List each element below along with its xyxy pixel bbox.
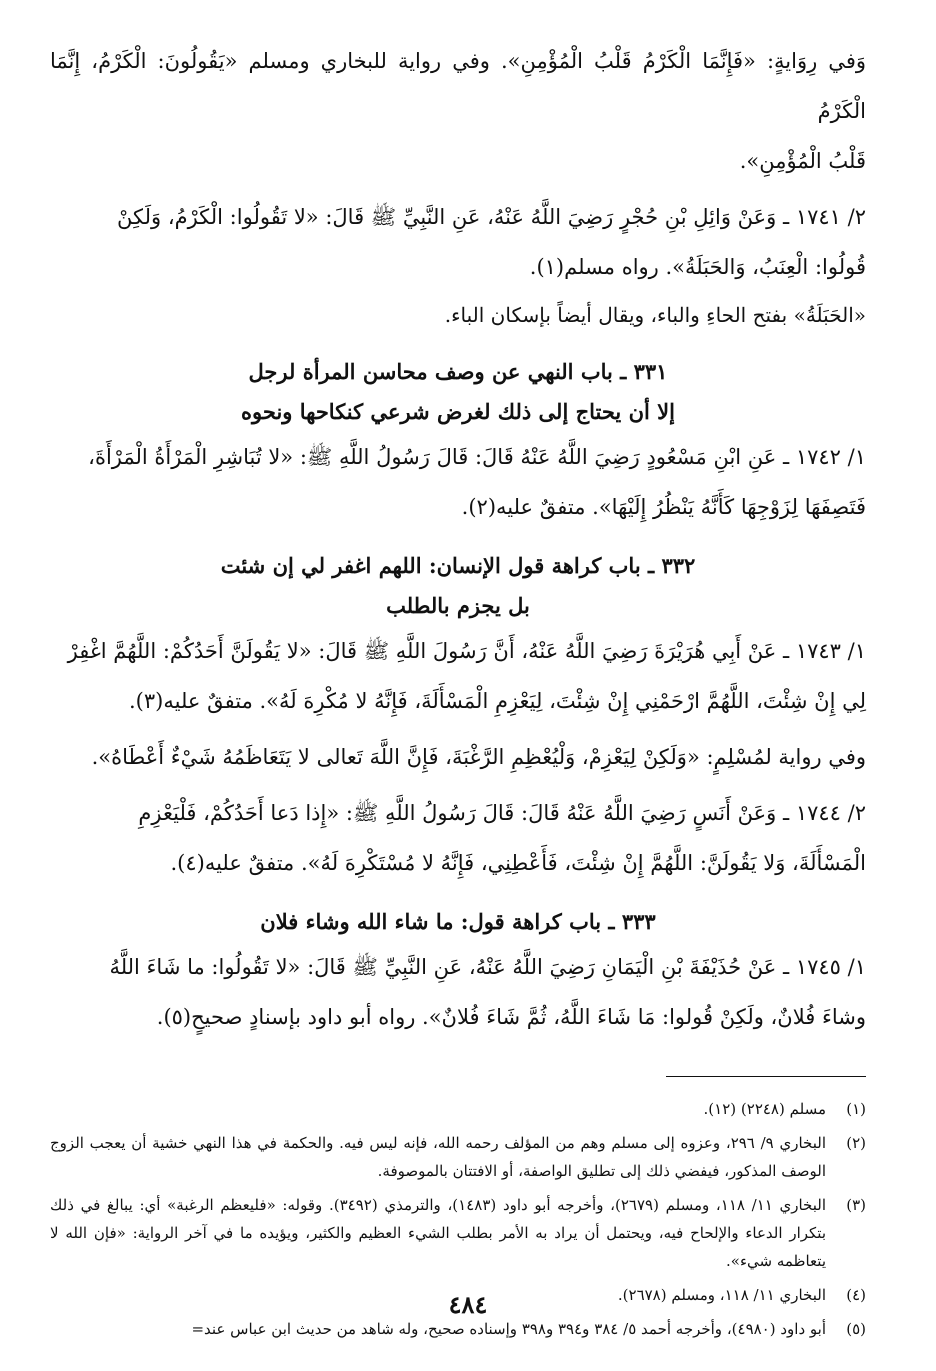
- footnote-text: أبو داود (٤٩٨٠)، وأخرجه أحمد ٥/ ٣٨٤ و٣٩٤ و٣٩٨ وإسناده صحيح، وله شاهد من حديث ابن عباس عند=: [191, 1320, 826, 1338]
- text-line: ١/ ١٧٤٢ ـ عَنِ ابْنِ مَسْعُودٍ رَضِيَ اللَّهُ عَنْهُ قَالَ: قَالَ رَسُولُ اللَّهِ ﷺ: «لا تُبَاشِرِ الْمَرْأَةُ الْمَرْأَةَ،: [88, 445, 866, 469]
- muslim-variant: وفي رواية لمُسْلِمٍ: «وَلَكِنْ لِيَعْزِمْ، وَلْيُعْظِمِ الرَّغْبَةَ، فَإِنَّ اللَّهَ تَعالى لا يَتَعَاظَمُهُ شَيْءٌ أَعْطَاهُ».: [91, 745, 866, 769]
- footnote-text: البخاري ١١/ ١١٨، ومسلم (٢٦٧٨).: [617, 1286, 826, 1304]
- text-line: فَتَصِفَهَا لِزَوْجِهَا كَأَنَّهُ يَنْظُرُ إِلَيْهَا». متفقٌ عليه(٢).: [461, 495, 866, 519]
- chapter-heading-332: ٣٣٢ ـ باب كراهة قول الإنسان: اللهم اغفر لي إن شئت: [220, 553, 696, 578]
- text-line: الْمَسْأَلَةَ، وَلا يَقُولَنَّ: اللَّهُمَّ إِنْ شِئْتَ، فَأَعْطِنِي، فَإِنَّهُ لا مُسْتَكْرِهَ لَهُ». متفقٌ عليه(٤).: [170, 851, 866, 875]
- chapter-subheading-332: بل يجزم بالطلب: [386, 593, 530, 618]
- text-line: ٢/ ١٧٤٤ ـ وَعَنْ أَنَسٍ رَضِيَ اللَّهُ عَنْهُ قَالَ: قَالَ رَسُولُ اللَّهِ ﷺ: «إِذا دَعا أَحَدُكُمْ، فَلْيَعْزِمِ: [138, 801, 866, 825]
- hadith-1743: [50, 626, 866, 726]
- text-line: ٢/ ١٧٤١ ـ وَعَنْ وَائِلِ بْنِ حُجْرٍ رَضِيَ اللَّهُ عَنْهُ، عَنِ النَّبِيِّ ﷺ قَالَ: «لا تَقُولُوا: الْكَرْمُ، وَلَكِنْ: [117, 205, 866, 229]
- chapter-subheading-331: إلا أن يحتاج إلى ذلك لغرض شرعي كنكاحها ونحوه: [241, 399, 675, 424]
- text-line: وَفي رِوَايةٍ: «فَإِنَّمَا الْكَرْمُ قَلْبُ الْمُؤْمِنِ». وفي رواية للبخاري ومسلم «يَقُولُونَ: الْكَرْمُ، إِنَّمَا الْكَرْمُ: [50, 49, 866, 123]
- footnote-item: [50, 1095, 866, 1123]
- explanatory-note: «الحَبَلَةُ» بفتح الحاءِ والباء، ويقال أيضاً بإسكان الباء.: [444, 303, 866, 327]
- footnote-number: (٤): [846, 1286, 866, 1304]
- footnote-number: (١): [846, 1100, 866, 1118]
- hadith-1742: [50, 432, 866, 532]
- footnote-item: [50, 1191, 866, 1275]
- text-line: ١/ ١٧٤٥ ـ عَنْ حُذَيْفَةَ بْنِ الْيَمَانِ رَضِيَ اللَّهُ عَنْهُ، عَنِ النَّبِيِّ ﷺ قَالَ: «لا تَقُولُوا: ما شَاءَ اللَّهُ: [109, 955, 866, 979]
- footnote-number: (٢): [846, 1134, 866, 1152]
- footnote-item: [50, 1315, 866, 1343]
- hadith-variant-paragraph: [50, 36, 866, 186]
- hadith-1744: [50, 788, 866, 888]
- text-line: قَلْبُ الْمُؤْمِنِ».: [739, 149, 866, 173]
- footnote-item: [50, 1129, 866, 1185]
- footnote-text: البخاري ٩/ ٢٩٦، وعزوه إلى مسلم وهم من المؤلف رحمه الله، فإنه ليس فيه. والحكمة في هذا النهي خشية أن يعجب الزوج الوصف المذكور، فيفضي ذلك إلى تطليق الواصفة، أو الافتتان بالموصوفة.: [50, 1134, 826, 1180]
- page-number: ٤٨٤: [448, 1290, 488, 1319]
- hadith-1745: [50, 942, 866, 1042]
- footnote-number: (٥): [846, 1320, 866, 1338]
- text-line: قُولُوا: الْعِنَبُ، وَالحَبَلَةُ». رواه مسلم(١).: [529, 255, 866, 279]
- footnote-text: مسلم (٢٢٤٨) (١٢).: [703, 1100, 826, 1118]
- footnote-number: (٣): [846, 1196, 866, 1214]
- footnote-separator: [666, 1076, 866, 1077]
- text-line: وشاءَ فُلانٌ، ولَكِنْ قُولوا: مَا شَاءَ اللَّهُ، ثُمَّ شَاءَ فُلانٌ». رواه أبو داود بإسنادٍ صحيحٍ(٥).: [156, 1005, 866, 1029]
- text-line: لِي إِنْ شِئْتَ، اللَّهُمَّ ارْحَمْنِي إِنْ شِئْتَ، لِيَعْزِمِ الْمَسْأَلَةَ، فَإِنَّهُ لا مُكْرِهَ لَهُ». متفقٌ عليه(٣).: [129, 689, 866, 713]
- footnote-text: البخاري ١١/ ١١٨، ومسلم (٢٦٧٩)، وأخرجه أبو داود (١٤٨٣)، والترمذي (٣٤٩٢). وقوله: «فليعظم الرغبة» أي: يبالغ في ذلك بتكرار الدعاء والإلحاح فيه، ويحتمل أن يراد به الأمر بطلب الشيء العظيم والكثير، ويؤيده ما في آخر الرواية: «فإن الله لا يتعاظمه شيء».: [50, 1196, 827, 1270]
- chapter-heading-331: ٣٣١ ـ باب النهي عن وصف محاسن المرأة لرجل: [248, 359, 668, 384]
- chapter-heading-333: ٣٣٣ ـ باب كراهة قول: ما شاء الله وشاء فلان: [260, 909, 656, 934]
- hadith-1741: [50, 192, 866, 292]
- text-line: ١/ ١٧٤٣ ـ عَنْ أَبِي هُرَيْرَةَ رَضِيَ اللَّهُ عَنْهُ، أَنَّ رَسُولَ اللَّهِ ﷺ قَالَ: «لا يَقُولَنَّ أَحَدُكُمْ: اللَّهُمَّ اغْفِرْ: [67, 639, 866, 663]
- book-page: [50, 36, 866, 1349]
